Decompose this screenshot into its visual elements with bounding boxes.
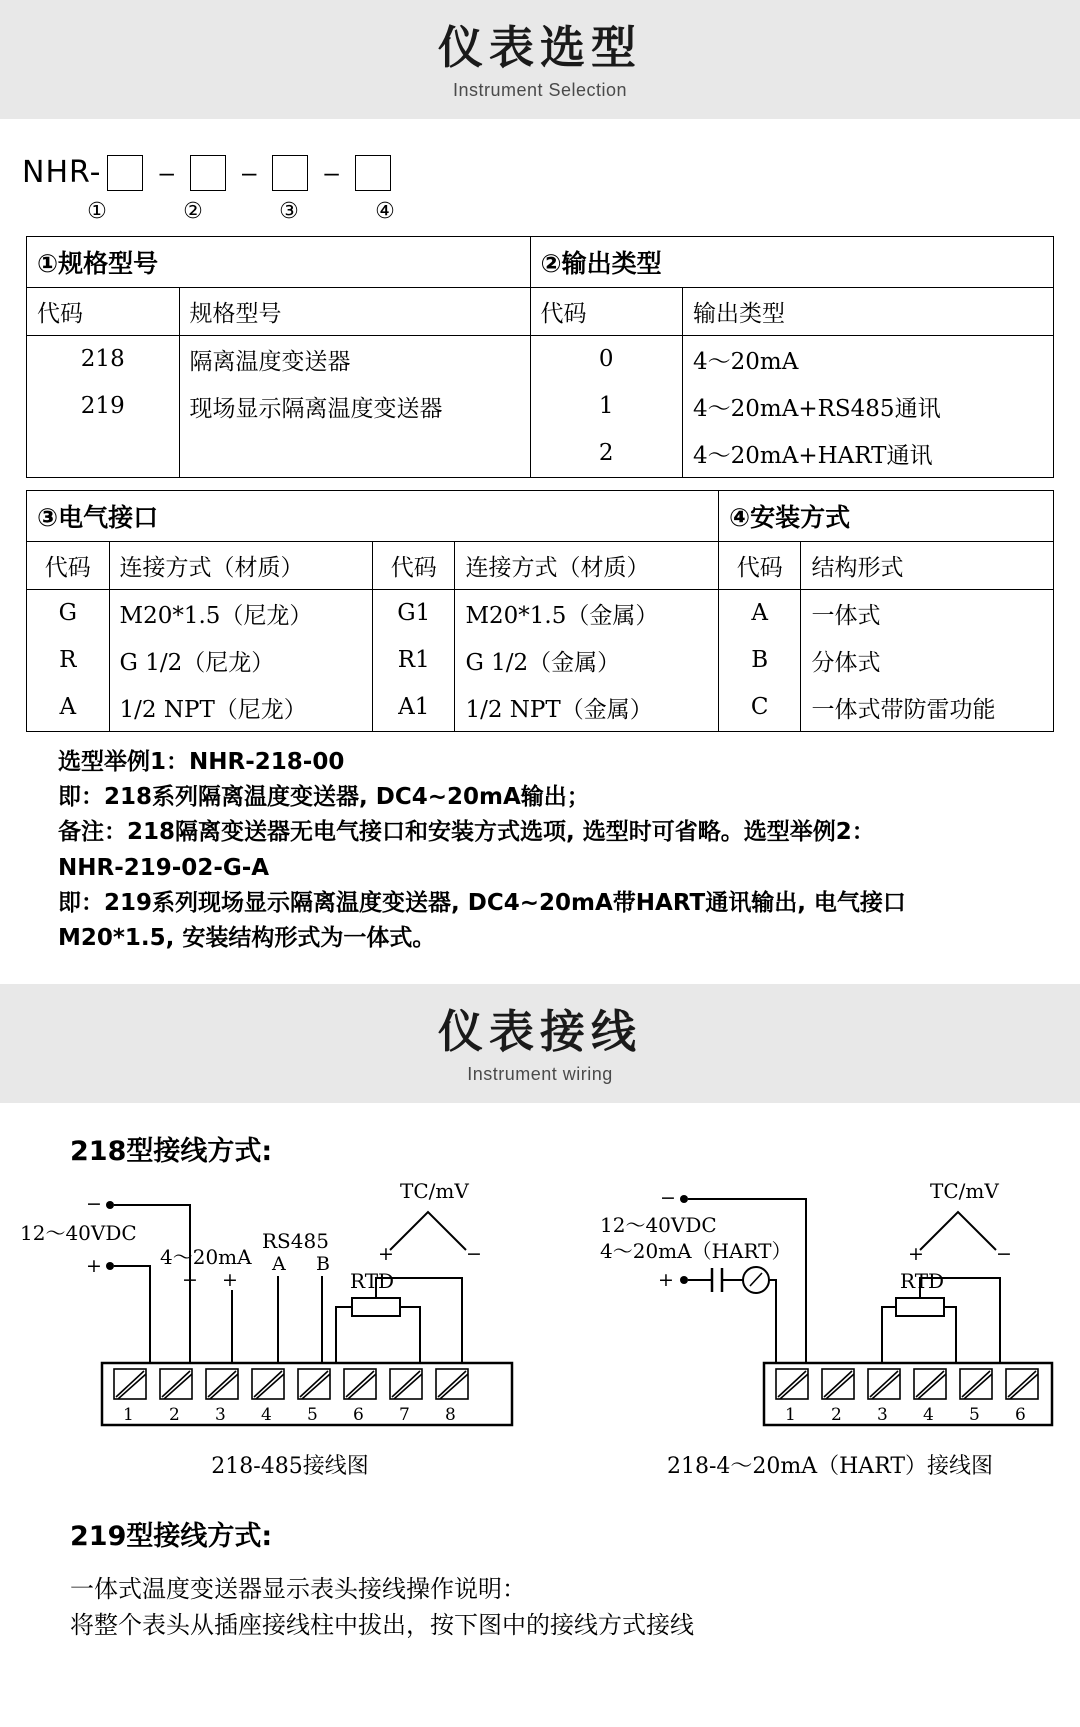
t2-col-conn-a: 连接方式（材质） [109, 541, 372, 589]
t2-r2-code-c: B [718, 637, 801, 684]
thermocouple [390, 1212, 466, 1250]
wiring-title-cn: 仪表接线 [437, 1004, 642, 1058]
model-box-4 [355, 155, 391, 191]
t1-r1-name-right: 4～20mA [683, 335, 1054, 383]
t1-col-code-right: 代码 [530, 287, 683, 335]
t1-r2-code-right: 1 [530, 383, 683, 430]
right-current-label: 4～20mA（HART） [600, 1238, 792, 1263]
t2-r1-code-a: G [27, 589, 110, 637]
t1-r1-code-right: 0 [530, 335, 683, 383]
model-dash-3: – [324, 157, 339, 188]
svg-text:4: 4 [261, 1404, 272, 1425]
diagram-218-485-svg [10, 1178, 570, 1438]
svg-text:6: 6 [353, 1404, 364, 1425]
svg-text:7: 7 [399, 1404, 410, 1425]
t2-col-code-a: 代码 [27, 541, 110, 589]
t2-r1-struct: 一体式 [801, 589, 1054, 637]
wiring-heading-219: 219型接线方式: [70, 1520, 273, 1552]
svg-text:4: 4 [923, 1404, 934, 1425]
table-row [27, 236, 1054, 287]
model-dash-1: – [159, 157, 174, 188]
t2-head-left: ③电气接口 [27, 490, 719, 541]
t2-r2-code-a: R [27, 637, 110, 684]
wire [882, 1307, 896, 1363]
svg-text:5: 5 [969, 1404, 980, 1425]
t2-r1-conn-a: M20*1.5（尼龙） [109, 589, 372, 637]
t2-col-code-b: 代码 [372, 541, 455, 589]
left-current-minus: − [182, 1268, 198, 1291]
terminal-dot [680, 1195, 688, 1203]
right-tc-plus: + [908, 1242, 924, 1265]
example-line-2: 即：218系列隔离温度变送器, DC4~20mA输出； [58, 784, 590, 811]
svg-text:6: 6 [1015, 1404, 1026, 1425]
section-title-cn: 仪表选型 [437, 21, 642, 74]
t1-head-right: ②输出类型 [530, 236, 1054, 287]
t1-r3-name-left [179, 430, 530, 478]
model-marker-2: ② [183, 198, 203, 224]
rtd-resistor [896, 1298, 944, 1316]
right-tc-minus: − [996, 1242, 1012, 1265]
t1-col-code-left: 代码 [27, 287, 180, 335]
t1-r2-name-right: 4～20mA+RS485通讯 [683, 383, 1054, 430]
t2-col-conn-b: 连接方式（材质） [455, 541, 718, 589]
t1-r1-code-left: 218 [27, 335, 180, 383]
table-row [27, 637, 1054, 684]
left-minus-sign: − [86, 1192, 102, 1215]
wire [944, 1307, 956, 1363]
spacer [0, 958, 1080, 984]
rtd-resistor [352, 1298, 400, 1316]
model-marker-4: ④ [375, 198, 395, 224]
table-row [27, 335, 1054, 383]
right-supply-label: 12～40VDC [600, 1212, 717, 1237]
diagram-218-hart-svg [600, 1178, 1060, 1438]
t1-r2-code-left: 219 [27, 383, 180, 430]
t2-r2-struct: 分体式 [801, 637, 1054, 684]
wiring-section [0, 1103, 1080, 1643]
example-line-4: NHR-219-02-G-A [58, 854, 270, 881]
t1-r3-name-right: 4～20mA+HART通讯 [683, 430, 1054, 478]
model-code-area [0, 119, 1080, 224]
section-banner-selection [0, 0, 1080, 119]
example-line-5: 即：219系列现场显示隔离温度变送器, DC4~20mA带HART通讯输出, 电气接口 [58, 890, 906, 917]
left-rs485-label: RS485 [262, 1228, 329, 1253]
wiring-note-line-2: 将整个表头从插座接线柱中拔出，按下图中的接线方式接线 [70, 1610, 694, 1639]
t2-r1-code-c: A [718, 589, 801, 637]
terminal-dot [106, 1262, 114, 1270]
wiring-note-block [70, 1571, 1080, 1643]
model-dash-2: – [241, 157, 257, 188]
t2-r3-struct: 一体式带防雷功能 [801, 684, 1054, 732]
right-minus-sign: − [660, 1186, 676, 1209]
wire [336, 1307, 352, 1363]
wiring-heading-218: 218型接线方式: [70, 1135, 273, 1167]
table-row [27, 287, 1054, 335]
terminal-dot [106, 1201, 114, 1209]
terminal-screws [776, 1369, 1038, 1425]
section-banner-wiring [0, 984, 1080, 1103]
svg-text:8: 8 [445, 1404, 456, 1425]
left-rs485-a: A [272, 1252, 286, 1275]
t2-r3-conn-b: 1/2 NPT（金属） [455, 684, 718, 732]
thermocouple [920, 1212, 996, 1250]
model-box-3 [272, 155, 308, 191]
terminal-dot [680, 1276, 688, 1284]
right-rtd-label: RTD [900, 1268, 945, 1293]
t2-r2-code-b: R1 [372, 637, 455, 684]
spec-table-1 [26, 236, 1054, 478]
example-line-3: 备注：218隔离变送器无电气接口和安装方式选项, 选型时可省略。选型举例2： [58, 819, 875, 846]
t2-r3-conn-a: 1/2 NPT（尼龙） [109, 684, 372, 732]
t1-r3-code-right: 2 [530, 430, 683, 478]
left-supply-label: 12～40VDC [20, 1220, 137, 1245]
wire [114, 1266, 150, 1363]
table-row [27, 589, 1054, 637]
model-marker-3: ③ [279, 198, 299, 224]
svg-text:5: 5 [307, 1404, 318, 1425]
diagram-218-485 [10, 1178, 570, 1480]
model-prefix: NHR- [22, 155, 102, 191]
selection-example-block [0, 732, 1080, 956]
wiring-note-line-1: 一体式温度变送器显示表头接线操作说明： [70, 1574, 526, 1603]
svg-text:3: 3 [215, 1404, 226, 1425]
model-code-row [22, 155, 1080, 191]
t1-r1-name-left: 隔离温度变送器 [179, 335, 530, 383]
t2-r3-code-b: A1 [372, 684, 455, 732]
spec-table-2-wrap [0, 478, 1080, 732]
left-tc-minus: − [466, 1242, 482, 1265]
t2-r3-code-c: C [718, 684, 801, 732]
t1-r3-code-left [27, 430, 180, 478]
model-box-1 [107, 155, 143, 191]
model-box-2 [190, 155, 226, 191]
t1-col-name-left: 规格型号 [179, 287, 530, 335]
t2-r2-conn-a: G 1/2（尼龙） [109, 637, 372, 684]
wiring-title-en: Instrument wiring [467, 1063, 613, 1084]
t2-r3-code-a: A [27, 684, 110, 732]
left-current-plus: + [222, 1268, 238, 1291]
section-title-en: Instrument Selection [452, 79, 628, 100]
t2-col-code-c: 代码 [718, 541, 801, 589]
table-row [27, 490, 1054, 541]
wire [400, 1307, 420, 1363]
example-line-1: 选型举例1：NHR-218-00 [58, 748, 345, 775]
table-row [27, 430, 1054, 478]
t1-head-left: ①规格型号 [27, 236, 531, 287]
left-plus-sign: + [86, 1254, 102, 1277]
left-tcmv-label: TC/mV [400, 1178, 469, 1203]
svg-text:2: 2 [169, 1404, 180, 1425]
t1-col-name-right: 输出类型 [683, 287, 1054, 335]
t2-r1-code-b: G1 [372, 589, 455, 637]
t2-head-right: ④安装方式 [718, 490, 1053, 541]
left-rtd-label: RTD [350, 1268, 395, 1293]
svg-text:1: 1 [785, 1404, 796, 1425]
svg-text:1: 1 [123, 1404, 134, 1425]
t2-r2-conn-b: G 1/2（金属） [455, 637, 718, 684]
wire [769, 1280, 776, 1363]
diagram-218-hart [600, 1178, 1060, 1480]
wiring-diagrams [0, 1168, 1080, 1480]
spec-table-2 [26, 490, 1054, 732]
t2-col-struct: 结构形式 [801, 541, 1054, 589]
t2-r1-conn-b: M20*1.5（金属） [455, 589, 718, 637]
t1-r2-name-left: 现场显示隔离温度变送器 [179, 383, 530, 430]
caption-218-485: 218-485接线图 [211, 1453, 369, 1479]
left-rs485-b: B [316, 1252, 330, 1275]
svg-text:3: 3 [877, 1404, 888, 1425]
svg-text:2: 2 [831, 1404, 842, 1425]
table-row [27, 383, 1054, 430]
table-row [27, 684, 1054, 732]
left-current-label: 4～20mA [160, 1244, 252, 1269]
ammeter-needle [750, 1273, 762, 1286]
model-marker-row [80, 199, 1080, 224]
terminal-screws [114, 1369, 468, 1425]
right-tcmv-label: TC/mV [930, 1178, 999, 1203]
caption-218-hart: 218-4～20mA（HART）接线图 [666, 1453, 994, 1479]
example-line-6: M20*1.5, 安装结构形式为一体式。 [58, 925, 436, 952]
right-plus-sign: + [658, 1268, 674, 1291]
spec-table-1-wrap [0, 224, 1080, 478]
left-tc-plus: + [378, 1242, 394, 1265]
table-row [27, 541, 1054, 589]
model-marker-1: ① [87, 198, 107, 224]
